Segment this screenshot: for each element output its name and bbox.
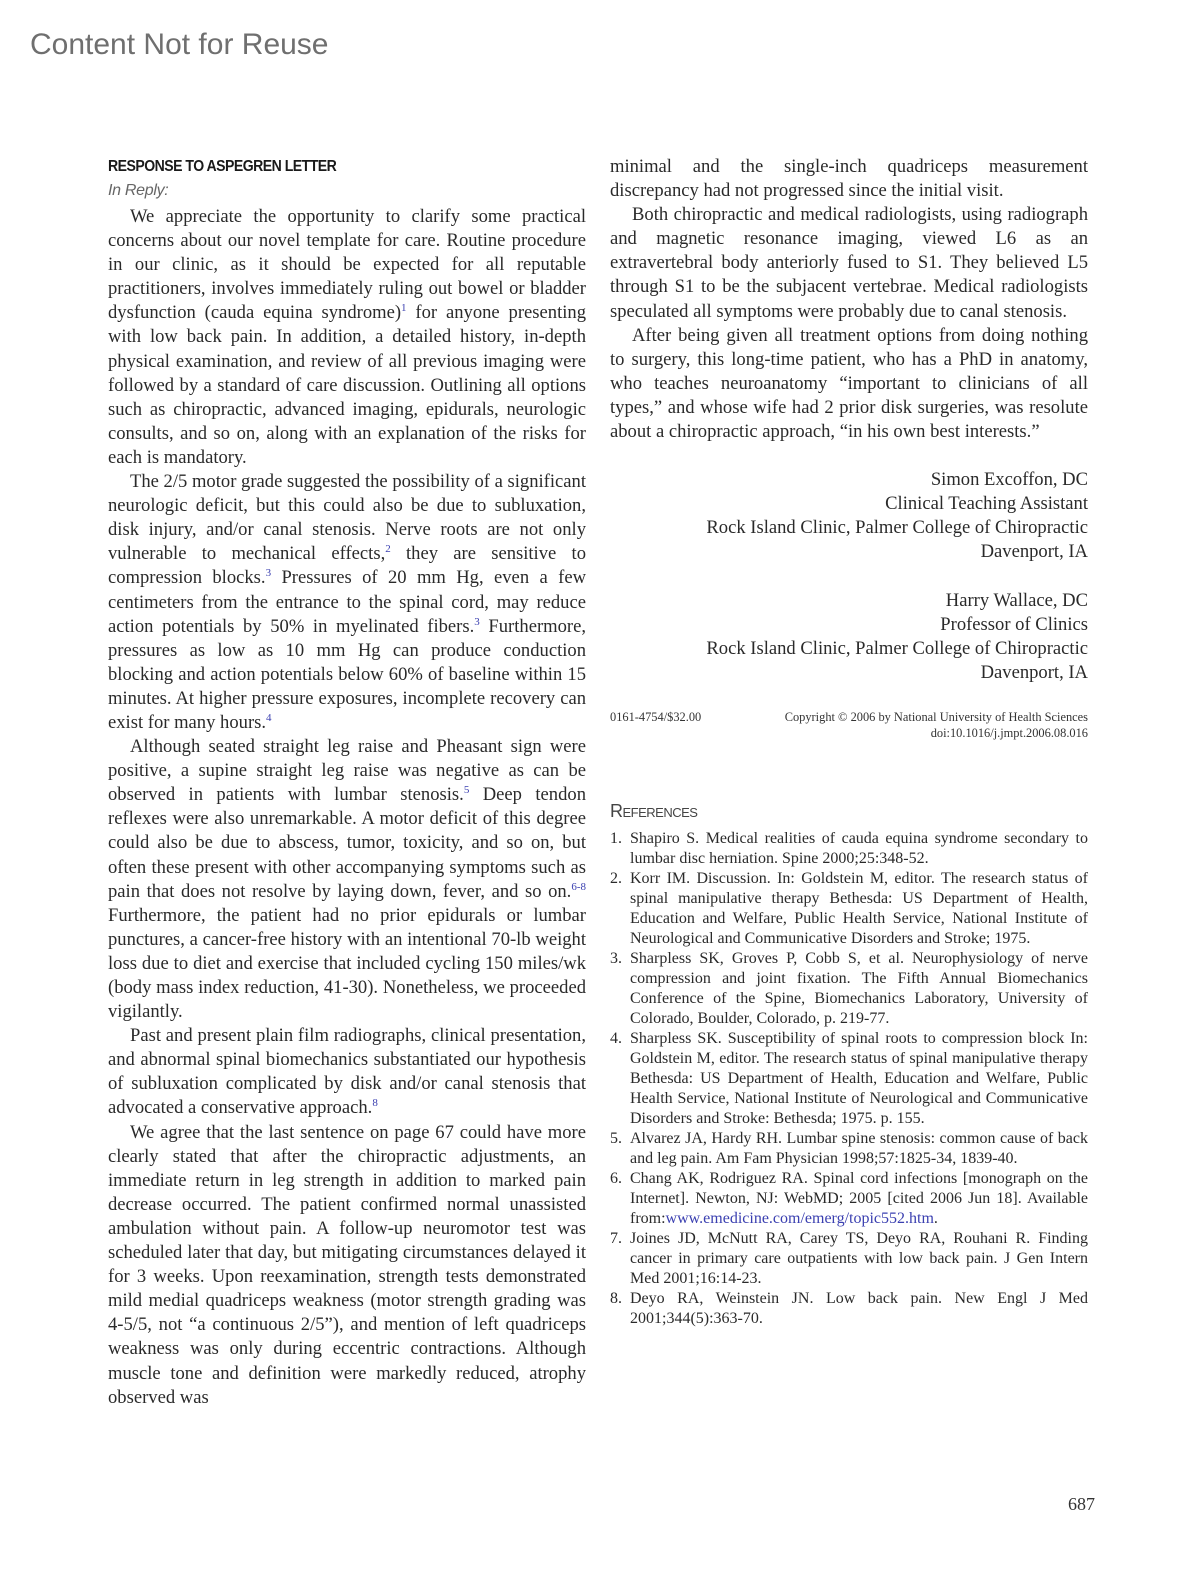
- reference-text: Chang AK, Rodriguez RA. Spinal cord infections [monograph on the Internet]. Newton, NJ: WebMD; 2005 [cited 2006 Jun 18]. Available from:: [630, 1169, 1088, 1227]
- reference-number: 1.: [610, 829, 622, 847]
- paragraph-text: We appreciate the opportunity to clarify some practical concerns about our novel template for care. Routine procedure in our clinic, as it should be expected for all reputable practitioners, involves immediately ruling out bowel or bladder dysfunction (cauda equina syndrome): [108, 206, 586, 324]
- citation-ref[interactable]: 3: [265, 567, 272, 580]
- paragraph-2: [108, 470, 586, 735]
- reference-link[interactable]: www.emedicine.com/emerg/topic552.htm: [665, 1209, 934, 1227]
- author-name: Harry Wallace, DC: [945, 589, 1088, 611]
- signature-block: [610, 589, 1088, 685]
- reference-item: [610, 1029, 1088, 1129]
- paragraph-text: We agree that the last sentence on page 67 could have more clearly stated that after the chiropractic adjustments, an immediate return in leg strength in addition to marked pain decrease occurred. The patient confirmed normal unassisted ambulation without pain. A follow-up neuromotor test was scheduled later that day, but mitigating circumstances delayed it for 3 weeks. Upon reexamination, strength tests demonstrated mild medial quadriceps weakness (motor strength grading was 4-5/5, not “a continuous 2/5”), and mention of left quadriceps weakness was only during eccentric contractions. Although muscle tone and definition were markedly reduced, atrophy observed was: [108, 1121, 586, 1408]
- right-column: [610, 155, 1088, 1329]
- left-column: [108, 155, 586, 1410]
- paragraph-5-part-1: [108, 1121, 586, 1410]
- reference-text: Sharpless SK. Susceptibility of spinal roots to compression block In: Goldstein M, editor. The research status of spinal manipulative therapy Bethesda: US Department of Health, Education and Welfare, Public Health Service, National Institute of Neurological and Communicative Disorders and Stroke: Bethesda; 1975. p. 155.: [630, 1029, 1088, 1127]
- paragraph-text: After being given all treatment options from doing nothing to surgery, this long-time patient, who has a PhD in anatomy, who teaches neuroanatomy “important to clinicians of all types,” and whose wife had 2 prior disk surgeries, was resolute about a chiropractic approach, “in his own best interests.”: [610, 324, 1088, 443]
- reference-number: 8.: [610, 1289, 622, 1307]
- paragraph-1: [108, 205, 586, 470]
- reference-item: [610, 1289, 1088, 1329]
- paragraph-text: The 2/5 motor grade suggested the possibility of a significant neurologic deficit, but this could also be due to subluxation, disk injury, and/or canal stenosis. Nerve roots are not only vulnerable to mechanical effects,: [108, 471, 586, 565]
- letter-title: RESPONSE TO ASPEGREN LETTER: [108, 158, 337, 175]
- paragraph-text: minimal and the single-inch quadriceps measurement discrepancy had not progressed since the initial visit.: [610, 156, 1088, 202]
- citation-ref[interactable]: 2: [385, 543, 391, 556]
- paragraph-6: [610, 203, 1088, 323]
- citation-ref[interactable]: 1: [401, 302, 407, 315]
- signature-block: [610, 468, 1088, 564]
- reference-item: [610, 1129, 1088, 1169]
- paragraph-4: [108, 1024, 586, 1120]
- in-reply-label: In Reply:: [108, 182, 169, 199]
- reference-number: 3.: [610, 949, 622, 967]
- signature-section: [610, 468, 1088, 685]
- paragraph-text: Furthermore, the patient had no prior epidurals or lumbar punctures, a cancer-free history with an intentional 70-lb weight loss due to diet and exercise that included cycling 150 miles/wk (body mass index reduction, 41-30). Nonetheless, we proceeded vigilantly.: [108, 904, 586, 1023]
- paragraph-text: Both chiropractic and medical radiologists, using radiograph and magnetic resonance imaging, viewed L6 as an extravertebral body anteriorly fused to S1. They believed L5 through S1 to be the subjacent vertebrae. Medical radiologists speculated all symptoms were probably due to canal stenosis.: [610, 204, 1088, 322]
- author-location: Davenport, IA: [980, 541, 1088, 563]
- reference-item: [610, 829, 1088, 869]
- citation-ref[interactable]: 4: [266, 711, 272, 724]
- reference-number: 4.: [610, 1029, 622, 1047]
- paragraph-text: Although seated straight leg raise and Pheasant sign were positive, a supine straight leg raise was negative as can be observed in patients with lumbar stenosis.: [108, 736, 586, 806]
- reference-text: Shapiro S. Medical realities of cauda equina syndrome secondary to lumbar disc herniation. Spine 2000;25:348-52.: [630, 829, 1088, 867]
- reference-number: 2.: [610, 869, 622, 887]
- reference-item: [610, 869, 1088, 949]
- author-title: Clinical Teaching Assistant: [885, 493, 1088, 515]
- reference-text: Korr IM. Discussion. In: Goldstein M, editor. The research status of spinal manipulative therapy Bethesda: US Department of Health, Education and Welfare, Public Health Service, National Institute of Neurological and Communicative Disorders and Stroke; 1975.: [630, 869, 1088, 947]
- issn-price: 0161-4754/$32.00: [610, 709, 702, 724]
- paragraph-text: Furthermore, pressures as low as 10 mm Hg can produce conduction blocking and action potentials below 60% of baseline within 15 minutes. At higher pressure exposures, incomplete recovery can exist for many hours.: [108, 615, 586, 733]
- reference-number: 7.: [610, 1229, 622, 1247]
- watermark: Content Not for Reuse: [30, 28, 329, 61]
- copyright-text: Copyright © 2006 by National University of Health Sciences: [784, 709, 1088, 724]
- references-list: [610, 829, 1088, 1329]
- author-name: Simon Excoffon, DC: [930, 469, 1088, 491]
- reference-item: [610, 1229, 1088, 1289]
- citation-ref[interactable]: 6-8: [571, 880, 586, 893]
- reference-number: 5.: [610, 1129, 622, 1147]
- paragraph-3: [108, 735, 586, 1024]
- reference-text: Sharpless SK, Groves P, Cobb S, et al. Neurophysiology of nerve compression and joint fixation. The Fifth Annual Biomechanics Conference of the Spine, Biomechanics Laboratory, University of Colorado, Boulder, Colorado, p. 219-77.: [630, 949, 1088, 1027]
- paragraph-text: for anyone presenting with low back pain. In addition, a detailed history, in-depth physical examination, and review of all previous imaging were followed by a standard of care discussion. Outlining all options such as chiropractic, advanced imaging, epidurals, neurologic consults, and so on, along with an explanation of the risks for each is mandatory.: [108, 302, 586, 468]
- reference-text: Alvarez JA, Hardy RH. Lumbar spine stenosis: common cause of back and leg pain. Am Fam Physician 1998;57:1825-34, 1839-40.: [630, 1129, 1088, 1167]
- reference-item: [610, 949, 1088, 1029]
- author-affiliation: Rock Island Clinic, Palmer College of Chiropractic: [706, 637, 1088, 659]
- reference-item: [610, 1169, 1088, 1229]
- paragraph-text: Deep tendon reflexes were also unremarkable. A motor deficit of this degree could also be due to abscess, tumor, toxicity, and so on, but often these present with other accompanying symptoms such as pain that does not resolve by laying down, fever, and so on.: [108, 784, 586, 902]
- paragraph-text: Pressures of 20 mm Hg, even a few centimeters from the entrance to the spinal cord, may reduce action potentials by 50% in myelinated fibers.: [108, 567, 587, 637]
- author-location: Davenport, IA: [980, 661, 1088, 683]
- author-title: Professor of Clinics: [940, 613, 1088, 635]
- citation-ref[interactable]: 8: [372, 1097, 378, 1110]
- reference-number: 6.: [610, 1169, 622, 1187]
- author-affiliation: Rock Island Clinic, Palmer College of Chiropractic: [706, 517, 1088, 539]
- copyright-notice: [610, 709, 1088, 741]
- paragraph-text: Past and present plain film radiographs, clinical presentation, and abnormal spinal biomechanics substantiated our hypothesis of subluxation complicated by disk and/or canal stenosis that advocated a conservative approach.: [108, 1025, 586, 1119]
- citation-ref[interactable]: 3: [474, 615, 480, 628]
- paragraph-7: [610, 324, 1088, 444]
- paragraph-5-part-2: [610, 155, 1088, 203]
- references-heading: References: [610, 800, 698, 821]
- citation-ref[interactable]: 5: [463, 784, 470, 797]
- reference-text: Joines JD, McNutt RA, Carey TS, Deyo RA, Rouhani R. Finding cancer in primary care outpatients with low back pain. J Gen Intern Med 2001;16:14-23.: [630, 1229, 1088, 1287]
- reference-text: .: [933, 1209, 938, 1227]
- page-number: 687: [1068, 1494, 1095, 1514]
- paragraph-text: they are sensitive to compression blocks.: [108, 543, 586, 589]
- doi[interactable]: doi:10.1016/j.jmpt.2006.08.016: [930, 725, 1088, 740]
- reference-text: Deyo RA, Weinstein JN. Low back pain. New Engl J Med 2001;344(5):363-70.: [630, 1289, 1088, 1327]
